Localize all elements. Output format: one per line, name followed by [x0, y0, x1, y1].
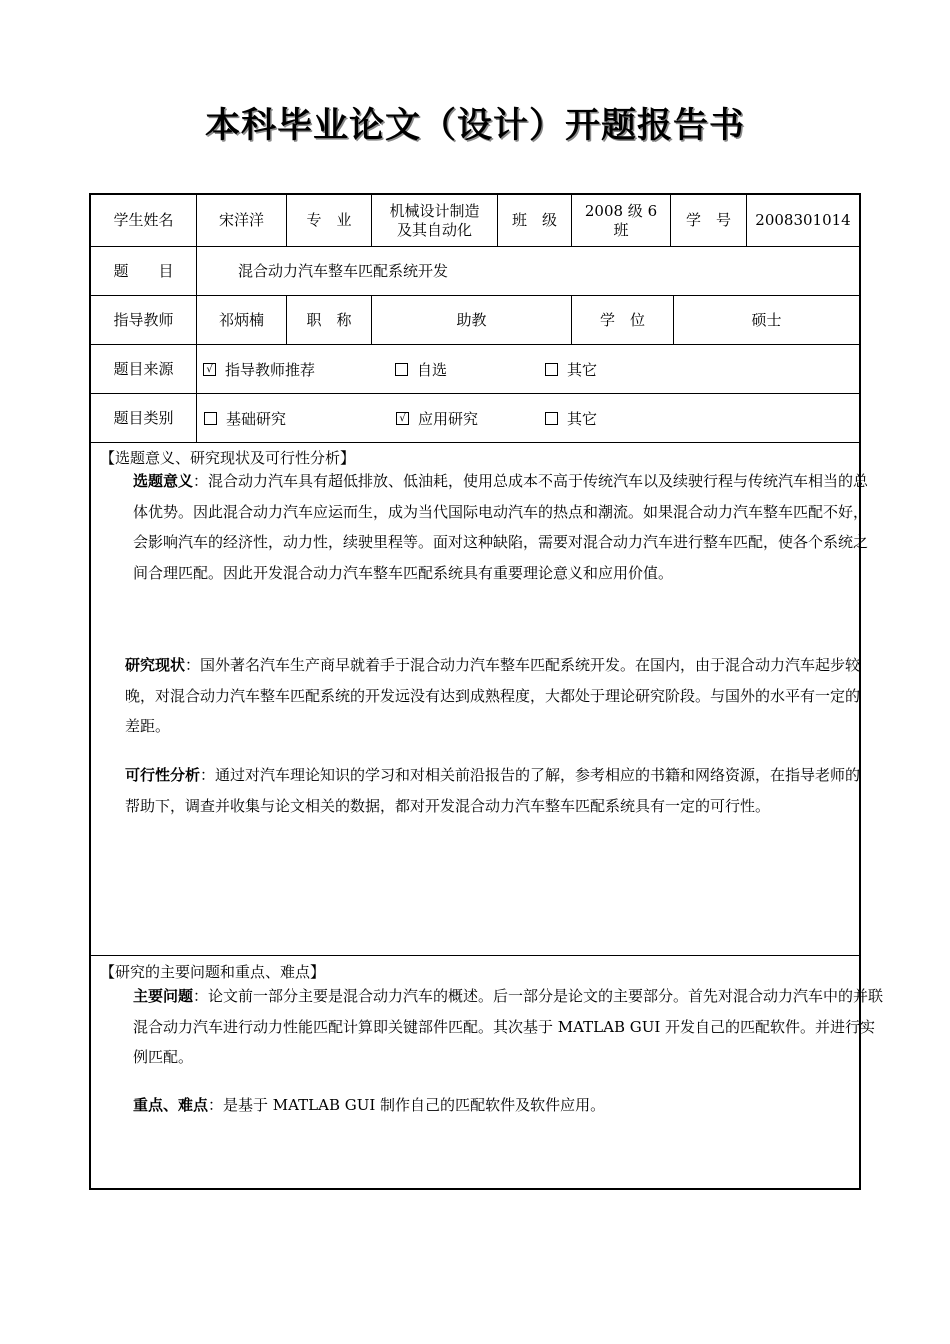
source-option-other[interactable] — [545, 359, 597, 380]
type-option-label: 基础研究 — [226, 410, 287, 428]
paragraph-label: 研究现状 — [125, 656, 186, 674]
checkbox-checked-icon[interactable]: √ — [396, 412, 409, 425]
advisor-value: 祁炳楠 — [218, 310, 264, 329]
advisor-label: 指导教师 — [113, 310, 174, 329]
source-option-label: 自选 — [417, 361, 448, 379]
paragraph-text: ：是基于 MATLAB GUI 制作自己的匹配软件及软件应用。 — [208, 1096, 606, 1114]
type-option-label: 应用研究 — [418, 410, 479, 428]
paragraph-text: ：混合动力汽车具有超低排放、低油耗，使用总成本不高于传统汽车以及续驶行程与传统汽车相当的总体优势。因此混合动力汽车应运而生，成为当代国际电动汽车的热点和潮流。如果混合动力汽车整车匹配不好，会影响汽车的经济性，动力性，续驶里程等。面对这种缺陷，需要对混合动力汽车进行整车匹配，使各个系统之间合理匹配。因此开发混合动力汽车整车匹配系统具有重要理论意义和应用价值。 — [133, 472, 869, 582]
paragraph-text: ：论文前一部分主要是混合动力汽车的概述。后一部分是论文的主要部分。首先对混合动力汽车中的并联混合动力汽车进行动力性能匹配计算即关键部件匹配。其次基于 MATLAB GUI 开发自己的匹配软件。并进行实例匹配。 — [133, 987, 884, 1066]
paragraph-text: ：国外著名汽车生产商早就着手于混合动力汽车整车匹配系统开发。在国内，由于混合动力汽车起步较晚，对混合动力汽车整车匹配系统的开发远没有达到成熟程度，大都处于理论研究阶段。与国外的水平有一定的差距。 — [125, 656, 861, 735]
checkbox-empty-icon[interactable] — [545, 412, 558, 425]
class-value-line1: 2008 级 6 — [584, 201, 658, 220]
paragraph-status — [100, 650, 873, 742]
degree-label: 学 位 — [599, 310, 645, 329]
major-label: 专 业 — [306, 211, 352, 229]
paragraph-key-points — [100, 1090, 881, 1121]
paragraph-label: 可行性分析 — [125, 766, 201, 784]
class-value — [572, 195, 670, 246]
checkbox-empty-icon[interactable] — [204, 412, 217, 425]
type-option-applied[interactable] — [396, 408, 478, 429]
type-option-other[interactable] — [545, 408, 597, 429]
topic-label: 题 目 — [113, 261, 174, 280]
student-id-value: 2008301014 — [755, 211, 851, 229]
degree-value: 硕士 — [751, 310, 782, 329]
source-option-self[interactable] — [395, 359, 447, 380]
paragraph-text: ：通过对汽车理论知识的学习和对相关前沿报告的了解，参考相应的书籍和网络资源，在指导老师的帮助下，调查并收集与论文相关的数据，都对开发混合动力汽车整车匹配系统具有一定的可行性。 — [125, 766, 861, 815]
source-option-label: 指导教师推荐 — [225, 361, 316, 379]
checkbox-empty-icon[interactable] — [545, 363, 558, 376]
type-option-basic[interactable] — [204, 408, 286, 429]
major-value-line1: 机械设计制造 — [389, 201, 480, 220]
paragraph-significance — [100, 466, 881, 588]
section-significance-heading: 【选题意义、研究现状及可行性分析】 — [100, 449, 356, 467]
section-problems-heading: 【研究的主要问题和重点、难点】 — [100, 963, 326, 981]
paragraph-label: 主要问题 — [133, 987, 194, 1005]
paragraph-label: 选题意义 — [133, 472, 194, 490]
class-label: 班 级 — [511, 211, 557, 229]
source-option-advisor[interactable] — [203, 359, 315, 380]
position-label: 职 称 — [306, 310, 352, 329]
student-name-label: 学生姓名 — [113, 211, 174, 229]
source-option-label: 其它 — [567, 361, 598, 379]
student-name-value: 宋洋洋 — [218, 211, 264, 229]
position-value: 助教 — [456, 310, 487, 329]
major-value — [372, 195, 497, 246]
type-option-label: 其它 — [567, 410, 598, 428]
source-label: 题目来源 — [113, 359, 174, 378]
major-value-line2: 及其自动化 — [396, 220, 472, 239]
topic-value: 混合动力汽车整车匹配系统开发 — [238, 261, 449, 280]
paragraph-main-problems — [100, 981, 885, 1073]
checkbox-empty-icon[interactable] — [395, 363, 408, 376]
paragraph-feasibility — [100, 760, 873, 821]
class-value-line2: 班 — [613, 220, 629, 239]
student-id-label: 学 号 — [685, 211, 731, 229]
checkbox-checked-icon[interactable]: √ — [203, 363, 216, 376]
paragraph-label: 重点、难点 — [133, 1096, 209, 1114]
page-title: 本科毕业论文（设计）开题报告书 — [204, 106, 745, 146]
type-label: 题目类别 — [113, 408, 174, 427]
